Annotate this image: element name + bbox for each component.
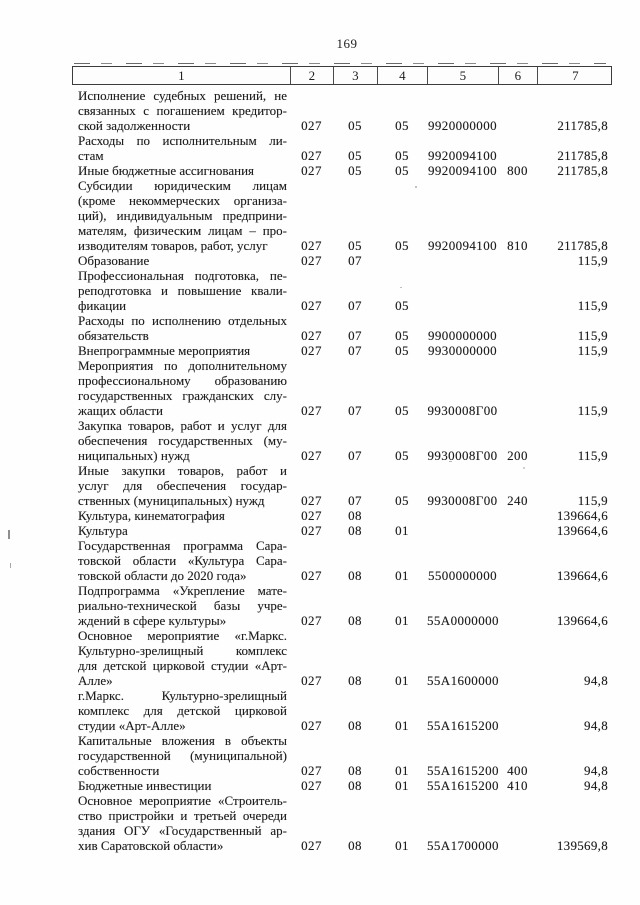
scan-artifact [10,563,11,568]
table-row [72,508,612,523]
row-col3: 08 [348,568,362,583]
row-col2: 027 [301,148,322,163]
row-col5: 9930000000 [428,343,497,358]
row-col3: 05 [348,148,362,163]
row-name: Внепрограммные мероприятия [78,343,251,358]
row-name: Государственная программа Сара- товской области «Культура Сара- товской области до 2020 года» [78,538,287,583]
row-col4: 01 [395,568,409,583]
row-col7: 211785,8 [557,118,608,133]
row-col2: 027 [301,838,322,853]
row-col3: 08 [348,763,362,778]
row-col4: 05 [395,148,409,163]
row-col3: 08 [348,718,362,733]
row-col5: 9900000000 [428,328,497,343]
header-col-3: 3 [334,67,378,84]
row-col4: 05 [395,328,409,343]
row-col2: 027 [301,778,322,793]
row-col3: 05 [348,118,362,133]
row-col3: 05 [348,238,362,253]
row-col6: 810 [507,238,528,253]
row-col2: 027 [301,403,322,418]
row-col5: 9930008Г00 [427,448,498,463]
row-name: Культура [78,523,128,538]
row-col4: 05 [395,298,409,313]
row-col4: 01 [395,613,409,628]
table-row [72,778,612,793]
row-col4: 01 [395,763,409,778]
row-col7: 211785,8 [557,238,608,253]
row-col3: 08 [348,838,362,853]
row-col4: 05 [395,343,409,358]
row-col2: 027 [301,673,322,688]
row-col2: 027 [301,568,322,583]
header-col-2: 2 [291,67,334,84]
row-col5: 9920094100 [428,163,497,178]
row-name: Бюджетные инвестиции [78,778,212,793]
header-col-4: 4 [378,67,428,84]
row-col2: 027 [301,448,322,463]
row-col4: 05 [395,163,409,178]
table-row [72,343,612,358]
row-col6: 800 [507,163,528,178]
row-col6: 240 [507,493,528,508]
row-col7: 139664,6 [556,508,608,523]
row-col5: 9920000000 [428,118,497,133]
row-name: Расходы по исполнению отдельных обязательств [78,313,287,343]
row-col3: 08 [348,673,362,688]
row-col7: 211785,8 [557,148,608,163]
row-col5: 9930008Г00 [427,493,498,508]
table-row [72,628,612,688]
row-col2: 027 [301,343,322,358]
table-row [72,538,612,583]
row-col2: 027 [301,253,322,268]
row-col7: 115,9 [577,403,608,418]
row-name: Подпрограмма «Укрепление мате- риально-технической базы учре- ждений в сфере культуры» [78,583,287,628]
table-header-row [72,66,612,85]
table-row [72,163,612,178]
row-col7: 94,8 [584,718,608,733]
row-col2: 027 [301,298,322,313]
row-col3: 07 [348,298,362,313]
header-col-5: 5 [428,67,499,84]
row-col3: 05 [348,163,362,178]
table-row [72,133,612,163]
row-col2: 027 [301,328,322,343]
scan-artifact-topline [74,63,606,64]
header-col-7: 7 [572,68,579,83]
row-col3: 07 [348,403,362,418]
table-row [72,178,612,253]
row-col4: 01 [395,718,409,733]
header-col-6: 6 [499,67,538,84]
row-col3: 07 [348,343,362,358]
row-col4: 05 [395,448,409,463]
row-col2: 027 [301,238,322,253]
row-name: Иные бюджетные ассигнования [78,163,255,178]
row-col5: 55А1700000 [427,838,499,853]
row-col2: 027 [301,523,322,538]
row-col2: 027 [301,613,322,628]
row-col5: 55А0000000 [427,613,499,628]
row-col5: 55А1615200 [427,718,499,733]
row-col7: 94,8 [584,778,608,793]
row-col3: 07 [348,448,362,463]
row-col5: 55А1615200 [427,763,499,778]
scan-artifact [415,186,417,188]
table-row [72,583,612,628]
row-col2: 027 [301,718,322,733]
table-row [72,463,612,508]
row-col7: 211785,8 [557,163,608,178]
row-col6: 410 [507,778,528,793]
row-col3: 08 [348,508,362,523]
row-col5: 55А1615200 [427,778,499,793]
table-row [72,313,612,343]
budget-table [72,66,612,853]
row-name: Культура, кинематография [78,508,225,523]
row-col7: 139664,6 [556,613,608,628]
table-row [72,268,612,313]
row-name: Капитальные вложения в объекты государственной (муниципальной) собственности [78,733,287,778]
row-col7: 115,9 [577,448,608,463]
row-col6: 200 [507,448,528,463]
table-row [72,688,612,733]
row-col5: 9930008Г00 [427,403,498,418]
table-row [72,793,612,853]
row-col3: 07 [348,493,362,508]
row-col7: 115,9 [577,493,608,508]
row-col7: 139664,6 [556,523,608,538]
table-row [72,358,612,418]
row-name: г.Маркс. Культурно-зрелищный комплекс для детской цирковой студии «Арт-Алле» [78,688,287,733]
row-col7: 139664,6 [556,568,608,583]
row-col4: 05 [395,403,409,418]
table-row [72,733,612,778]
row-name: Основное мероприятие «Строитель- ство пристройки и третьей очереди здания ОГУ «Государственный ар- хив Саратовской области» [78,793,287,853]
row-name: Закупка товаров, работ и услуг для обеспечения государственных (му- ниципальных) нужд [78,418,287,463]
row-col6: 400 [507,763,528,778]
row-name: Образование [78,253,150,268]
row-col4: 05 [395,118,409,133]
row-col2: 027 [301,118,322,133]
scan-artifact [8,530,10,539]
row-col4: 01 [395,778,409,793]
row-name: Основное мероприятие «г.Маркс. Культурно-зрелищный комплекс для детской цирковой студии «Арт- Алле» [78,628,287,688]
row-col3: 07 [348,328,362,343]
row-col5: 5500000000 [428,568,497,583]
scan-artifact [400,287,402,288]
row-col4: 05 [395,493,409,508]
row-name: Субсидии юридическим лицам (кроме некоммерческих организа- ций), индивидуальным предприни- мателям, физическим лицам – про- изводителям товаров, работ, услуг [78,178,287,253]
table-row [72,418,612,463]
row-col5: 9920094100 [428,238,497,253]
row-col3: 08 [348,613,362,628]
row-name: Профессиональная подготовка, пе- реподготовка и повышение квали- фикации [78,268,287,313]
scan-artifact [449,461,452,462]
scan-artifact [523,467,525,469]
row-col2: 027 [301,508,322,523]
row-col5: 9920094100 [428,148,497,163]
table-body [72,85,612,853]
row-col2: 027 [301,163,322,178]
row-col3: 08 [348,523,362,538]
row-col4: 01 [395,838,409,853]
row-col7: 115,9 [577,343,608,358]
table-row [72,523,612,538]
row-col3: 07 [348,253,362,268]
row-name: Исполнение судебных решений, не связанных с погашением кредитор- ской задолженности [78,88,287,133]
table-row [72,88,612,133]
row-col5: 55А1600000 [427,673,499,688]
row-col2: 027 [301,763,322,778]
row-col4: 01 [395,523,409,538]
row-col3: 08 [348,778,362,793]
row-col2: 027 [301,493,322,508]
row-col4: 01 [395,673,409,688]
table-row [72,253,612,268]
row-col7: 115,9 [577,328,608,343]
row-col7: 115,9 [577,253,608,268]
row-col7: 94,8 [584,673,608,688]
row-col7: 94,8 [584,763,608,778]
row-col7: 115,9 [577,298,608,313]
header-col-1: 1 [73,67,291,84]
row-name: Расходы по исполнительным ли- стам [78,133,287,163]
row-col7: 139569,8 [556,838,608,853]
row-name: Иные закупки товаров, работ и услуг для обеспечения государ- ственных (муниципальных) нужд [78,463,287,508]
page-number: 169 [336,36,358,51]
row-col4: 05 [395,238,409,253]
row-name: Мероприятия по дополнительному профессиональному образованию государственных гражданских слу- жащих области [78,358,287,418]
